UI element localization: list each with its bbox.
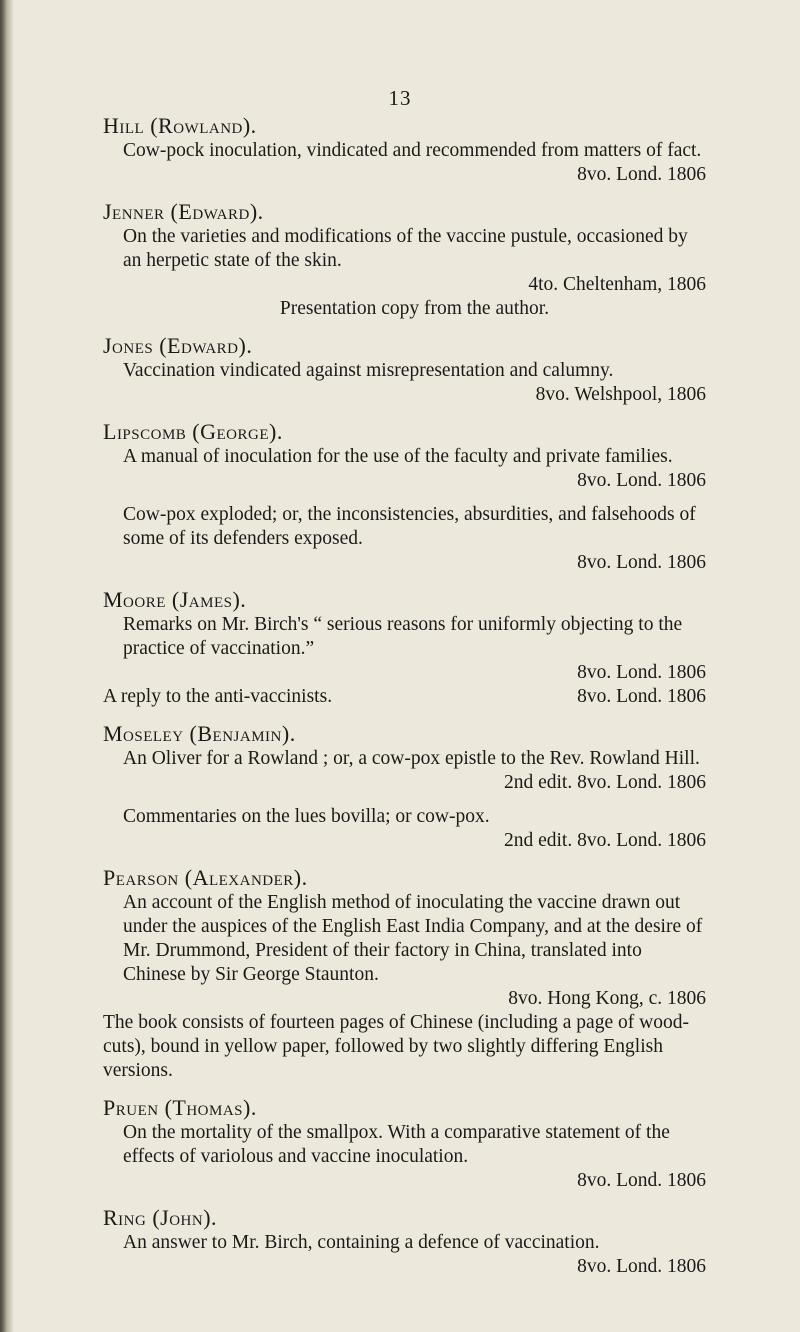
work-title: Cow-pock inoculation, vindicated and recommended from matters of fact.	[123, 140, 702, 161]
work-title: Remarks on Mr. Birch's “ serious reasons for uniformly objecting to the practice of vaccination.”	[123, 614, 683, 659]
author-heading: Moore (James).	[103, 587, 247, 612]
work-title: An account of the English method of inoculating the vaccine drawn out under the auspices of the English East India Company, and at the desire of Mr. Drummond, President of their factory in China, translated into Chinese by Sir George Staunton.	[123, 892, 703, 985]
work-title: A reply to the anti-vaccinists.	[103, 686, 333, 707]
author-heading: Moseley (Benjamin).	[103, 721, 296, 746]
entry-moore	[103, 587, 706, 709]
author-heading: Jenner (Edward).	[103, 199, 264, 224]
author-heading: Hill (Rowland).	[103, 113, 257, 138]
bibliography-list	[103, 113, 706, 1291]
work-imprint: 8vo. Lond. 1806	[577, 552, 706, 573]
work-imprint: 8vo. Lond. 1806	[577, 686, 706, 707]
work-item	[123, 139, 706, 187]
work-imprint: 8vo. Lond. 1806	[577, 1170, 706, 1191]
work-title: A manual of inoculation for the use of the faculty and private families.	[123, 446, 673, 467]
work-item	[123, 445, 706, 493]
work-item	[123, 747, 706, 795]
work-title: An Oliver for a Rowland ; or, a cow-pox epistle to the Rev. Rowland Hill.	[123, 748, 700, 769]
work-item	[123, 805, 706, 853]
work-note: Presentation copy from the author.	[279, 298, 550, 319]
work-imprint: 4to. Cheltenham, 1806	[528, 274, 706, 295]
work-item	[123, 503, 706, 575]
work-imprint: 8vo. Lond. 1806	[577, 164, 706, 185]
work-item	[123, 359, 706, 407]
entry-lipscomb	[103, 419, 706, 575]
work-item	[103, 685, 706, 709]
work-imprint: 2nd edit. 8vo. Lond. 1806	[503, 772, 706, 793]
author-heading: Ring (John).	[103, 1205, 218, 1230]
author-heading: Lipscomb (George).	[103, 419, 283, 444]
page-number: 13	[388, 86, 412, 110]
work-item	[123, 225, 706, 321]
work-item	[103, 891, 706, 1083]
entry-pearson	[103, 865, 706, 1083]
page-binding-edge	[0, 0, 14, 1332]
entry-ring	[103, 1205, 706, 1279]
work-imprint: 8vo. Lond. 1806	[577, 1256, 706, 1277]
work-imprint: 8vo. Welshpool, 1806	[535, 384, 706, 405]
work-imprint: 8vo. Lond. 1806	[577, 470, 706, 491]
work-item	[123, 1121, 706, 1193]
work-title: Commentaries on the lues bovilla; or cow-pox.	[123, 806, 490, 827]
entry-hill	[103, 113, 706, 187]
work-title: On the mortality of the smallpox. With a comparative statement of the effects of variolous and vaccine inoculation.	[123, 1122, 670, 1167]
work-title: Vaccination vindicated against misrepresentation and calumny.	[123, 360, 614, 381]
entry-jones	[103, 333, 706, 407]
work-title: On the varieties and modifications of the vaccine pustule, occasioned by an herpetic state of the skin.	[123, 226, 688, 271]
work-item	[123, 1231, 706, 1279]
entry-pruen	[103, 1095, 706, 1193]
work-title: Cow-pox exploded; or, the inconsistencies, absurdities, and falsehoods of some of its defenders exposed.	[123, 504, 696, 549]
work-title: An answer to Mr. Birch, containing a defence of vaccination.	[123, 1232, 600, 1253]
work-note: The book consists of fourteen pages of Chinese (including a page of wood-cuts), bound in yellow paper, followed by two slightly differing English versions.	[103, 1012, 689, 1081]
work-item	[123, 613, 706, 685]
entry-jenner	[103, 199, 706, 321]
work-imprint: 8vo. Hong Kong, c. 1806	[508, 988, 706, 1009]
author-heading: Pearson (Alexander).	[103, 865, 308, 890]
author-heading: Jones (Edward).	[103, 333, 253, 358]
author-heading: Pruen (Thomas).	[103, 1095, 257, 1120]
work-imprint: 2nd edit. 8vo. Lond. 1806	[503, 830, 706, 851]
entry-moseley	[103, 721, 706, 853]
work-imprint: 8vo. Lond. 1806	[577, 662, 706, 683]
